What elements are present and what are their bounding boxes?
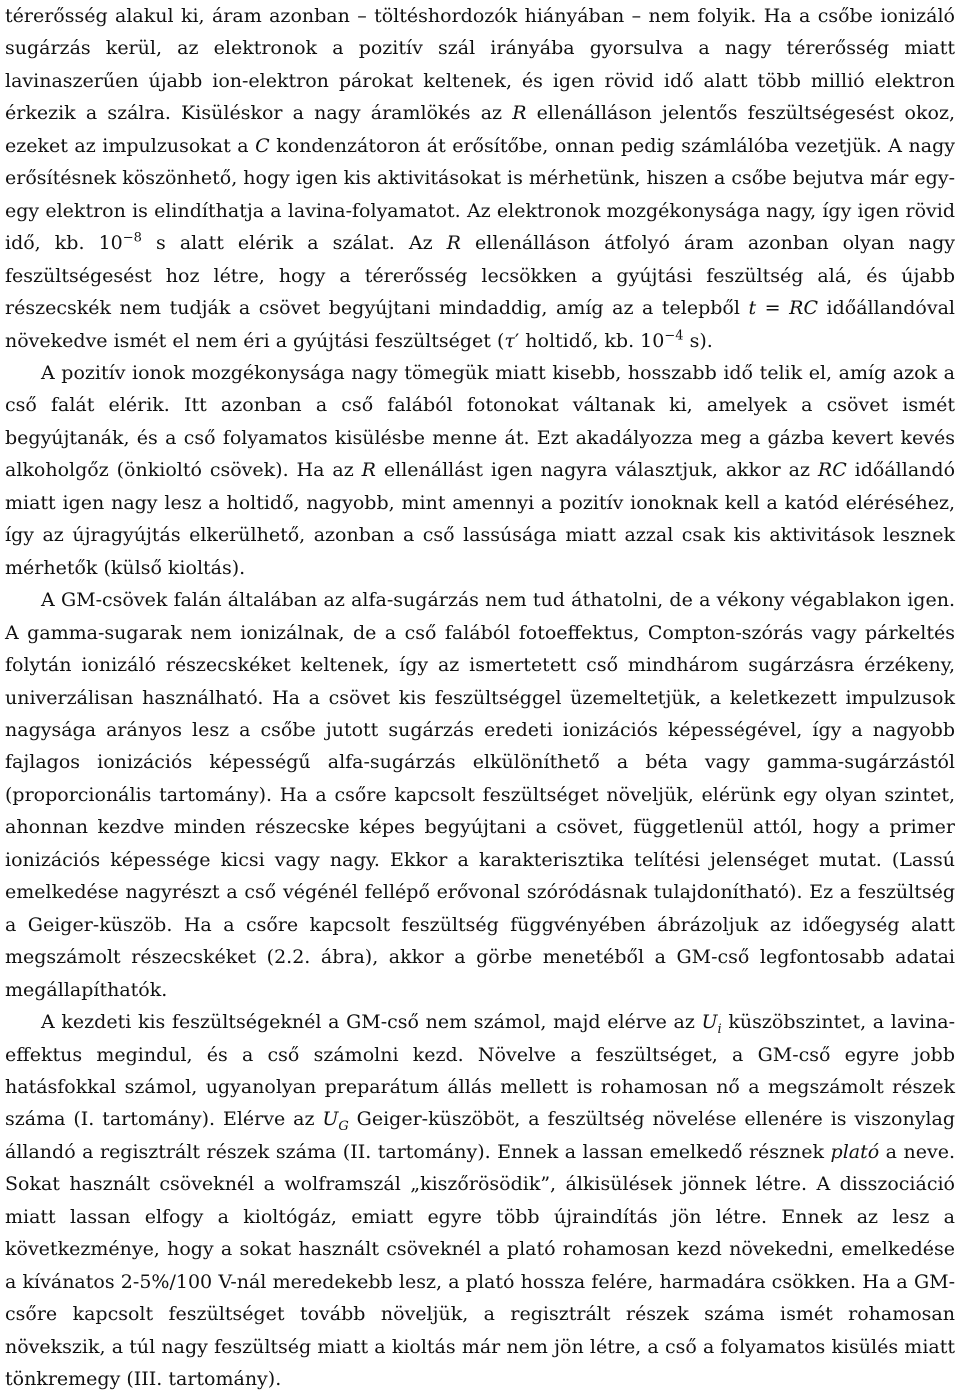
equals-sign: = — [756, 297, 790, 320]
text-run: A kezdeti kis feszültségeknél a GM-cső nem számol, majd elérve az — [41, 1011, 702, 1034]
document-page — [5, 0, 956, 1391]
text-run: ellenálláson átfolyó áram azonban olyan nagy feszültségesést hoz létre, hogy a térerősség lecsökken a gyújtási feszültség alá, és újabb részecskék nem tudják a csövet begyújtani mindaddig, amíg az a telepből — [5, 232, 955, 320]
text-run: kondenzátoron át erősítőbe, onnan pedig számlálóba vezetjük. A nagy erősítésnek köszönhető, hogy igen kis aktivitásokat is mérhetünk, hiszen a csőbe bejutva már egy-egy elektron is elindíthatja a lavina-folyamatot. Az elektronok mozgékonysága nagy, így igen rövid idő, kb. 10 — [5, 134, 956, 255]
paragraph-4 — [5, 1006, 955, 1395]
text-run: holtidő, kb. 10 — [519, 329, 665, 352]
var-tau: τ — [504, 329, 515, 352]
prime-mark: ′ — [514, 329, 520, 352]
subscript-G: G — [338, 1119, 349, 1135]
var-t: t — [748, 297, 757, 320]
text-run: térerősség alakul ki, áram azonban – töltéshordozók hiányában – nem folyik. Ha a csőbe ionizáló sugárzás kerül, az elektronok a pozitív szál irányába gyorsulva a nagy térerősség miatt lavinaszerűen újabb ion-elektron párokat keltenek, és igen rövid idő alatt több millió elektron érkezik a szálra. Kisüléskor a nagy áramlökés az — [5, 5, 955, 125]
subscript-i: i — [717, 1021, 722, 1037]
text-run: a neve. Sokat használt csöveknél a wolframszál „kiszőrösödik”, álkisülések jönnek létre. A disszociáció miatt lassan elfogy a kioltógáz, emiatt egyre több újraindítás jön létre. Ennek az lesz a következménye, hogy a sokat használt csöveknél a plató rohamosan kezd növekedni, emelkedése a kívánatos 2-5%/100 V-nál meredekebb lesz, a plató hossza felére, harmadára csökken. Ha a GM-csőre kapcsolt feszültséget tovább növeljük, a regisztrált részek száma ismét rohamosan növekszik, a túl nagy feszültség miatt a kioltás már nem jön létre, a cső a folyamatos kisülés miatt tönkremegy (III. tartomány). — [5, 1140, 955, 1391]
var-R: R — [361, 459, 376, 482]
text-run: időállandó miatt igen nagy lesz a holtidő, nagyobb, mint amennyi a pozitív ionoknak kell a katód eléréséhez, így az újragyújtás elkerülhető, azonban a cső lassúsága miatt azzal csak kis aktivitások lesznek mérhetők (külső kioltás). — [5, 459, 956, 579]
paragraph-1 — [5, 0, 955, 357]
var-C: C — [255, 134, 270, 157]
exponent-minus-8: −8 — [122, 230, 142, 246]
text-run: s alatt elérik a szálat. Az — [141, 232, 447, 255]
var-R: R — [512, 102, 527, 125]
text-run: A pozitív ionok mozgékonysága nagy tömegük miatt kisebb, hosszabb idő telik el, amíg azok a cső falát elérik. Itt azonban a cső falából fotonokat váltanak ki, amelyek a csövet ismét begyújtanák, és a cső folyamatos kisülésbe menne át. Ezt akadályozza meg a gázba kevert kevés alkoholgőz (önkioltó csövek). Ha az — [5, 361, 955, 482]
exponent-minus-4: −4 — [664, 328, 684, 344]
var-RC: RC — [817, 459, 847, 482]
var-R: R — [446, 232, 461, 255]
var-U: U — [701, 1011, 718, 1034]
var-U: U — [322, 1108, 339, 1131]
text-run: Geiger-küszöböt, a feszültség növelése ellenére is viszonylag állandó a regisztrált részek száma (II. tartomány). Ennek a lassan emelkedő résznek — [5, 1108, 955, 1163]
text-run: s). — [683, 329, 713, 352]
text-run: A GM-csövek falán általában az alfa-sugárzás nem tud áthatolni, de a vékony végablakon igen. A gamma-sugarak nem ionizálnak, de a cső falából fotoeffektus, Compton-szórás vagy párkeltés folytán ionizáló részecskéket keltenek, így az ismertetett cső mindhárom sugárzásra érzékeny, univerzálisan használható. Ha a csövet kis feszültséggel üzemeltetjük, a keletkezett impulzusok nagysága arányos lesz a csőbe jutott sugárzás eredeti ionizációs képességével, így a nagyobb fajlagos ionizációs képességű alfa-sugárzás elkülöníthető a béta vagy gamma-sugárzástól (proporcionális tartomány). Ha a csőre kapcsolt feszültséget növeljük, elérünk egy olyan szintet, ahonnan kezdve minden részecske képes begyújtani a csövet, függetlenül attól, hogy a primer ionizációs képessége kicsi vagy nagy. Ekkor a karakterisztika telítési jelenséget mutat. (Lassú emelkedése nagyrészt a cső végénél fellépő erővonal szóródásnak tulajdonítható). Ez a feszültség a Geiger-küszöb. Ha a csőre kapcsolt feszültség függvényében ábrázoljuk az időegység alatt megszámolt részecskéket (2.2. ábra), akkor a görbe menetéből a GM-cső legfontosabb adatai megállapíthatók. — [5, 589, 955, 1001]
text-run: ellenálláson jelentős feszültségesést okoz, ezeket az impulzusokat a — [5, 102, 956, 157]
text-run: időállandóval növekedve ismét el nem éri a gyújtási feszültséget ( — [5, 297, 955, 352]
paragraph-2 — [5, 357, 955, 584]
var-RC: RC — [789, 297, 818, 320]
term-plato: plató — [830, 1140, 880, 1163]
text-run: ellenállást igen nagyra választjuk, akkor az — [375, 459, 818, 482]
text-run: küszöbszintet, a lavina-effektus megindul, és a cső számolni kezd. Növelve a feszültséget, a GM-cső egyre jobb hatásfokkal számol, ugyanolyan preparátum állás mellett is rohamosan nő a megszámolt részek száma (I. tartomány). Elérve az — [5, 1011, 956, 1131]
paragraph-3 — [5, 584, 955, 1006]
